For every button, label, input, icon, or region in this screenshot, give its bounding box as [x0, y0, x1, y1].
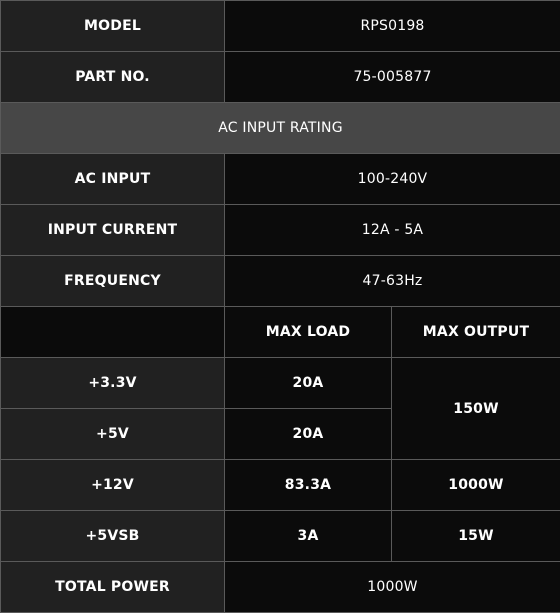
total-power-row [1, 562, 560, 613]
max-load-header: MAX LOAD [225, 307, 392, 358]
rail-12v-max-load: 83.3A [225, 460, 392, 511]
total-power-value: 1000W [225, 562, 560, 613]
rail-3v3-label: +3.3V [1, 358, 225, 409]
ac-input-rating-heading: AC INPUT RATING [1, 103, 560, 154]
rail-row-12v [1, 460, 560, 511]
rail-5vsb-max-output: 15W [392, 511, 560, 562]
rail-12v-label: +12V [1, 460, 225, 511]
part-no-row [1, 52, 560, 103]
input-current-row [1, 205, 560, 256]
frequency-row [1, 256, 560, 307]
model-row [1, 1, 560, 52]
frequency-label: FREQUENCY [1, 256, 225, 307]
combined-3v3-5v-max-output: 150W [392, 358, 560, 460]
rail-5v-max-load: 20A [225, 409, 392, 460]
input-current-label: INPUT CURRENT [1, 205, 225, 256]
rail-row-5vsb [1, 511, 560, 562]
model-value: RPS0198 [225, 1, 560, 52]
rail-12v-max-output: 1000W [392, 460, 560, 511]
frequency-value: 47-63Hz [225, 256, 560, 307]
total-power-label: TOTAL POWER [1, 562, 225, 613]
part-no-label: PART NO. [1, 52, 225, 103]
rail-row-3v3 [1, 358, 560, 409]
input-current-value: 12A - 5A [225, 205, 560, 256]
max-output-header: MAX OUTPUT [392, 307, 560, 358]
rail-5vsb-label: +5VSB [1, 511, 225, 562]
output-header-row [1, 307, 560, 358]
rail-5v-label: +5V [1, 409, 225, 460]
ac-input-label: AC INPUT [1, 154, 225, 205]
ac-section-row [1, 103, 560, 154]
ac-input-value: 100-240V [225, 154, 560, 205]
ac-input-row [1, 154, 560, 205]
rail-3v3-max-load: 20A [225, 358, 392, 409]
rail-5vsb-max-load: 3A [225, 511, 392, 562]
model-label: MODEL [1, 1, 225, 52]
output-header-empty-cell [1, 307, 225, 358]
part-no-value: 75-005877 [225, 52, 560, 103]
